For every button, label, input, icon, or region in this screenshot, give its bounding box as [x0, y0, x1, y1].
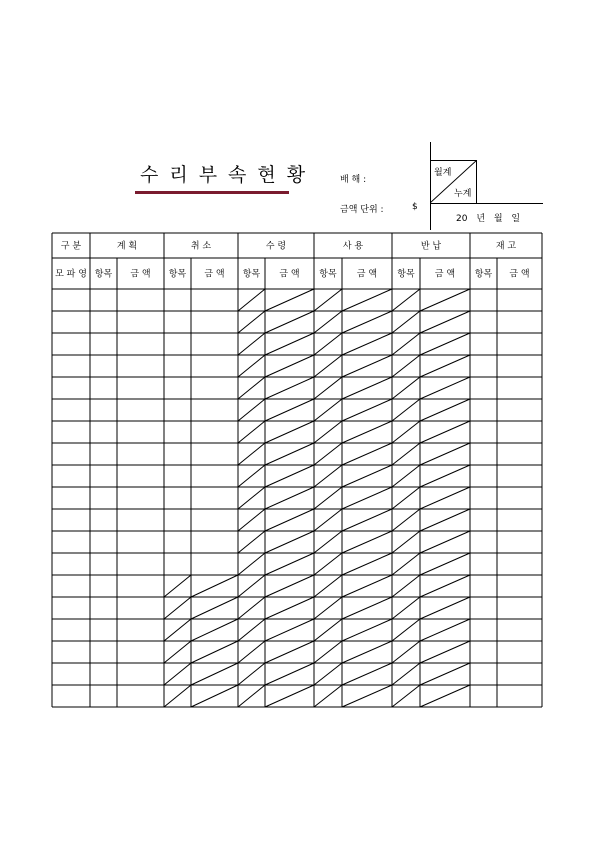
unused-cell-diagonal	[191, 641, 238, 663]
sub-header-cell: 항목	[474, 269, 493, 280]
unused-cell-diagonal	[314, 487, 342, 509]
group-header-cell: 재 고	[495, 241, 517, 252]
unused-cell-diagonal	[392, 311, 420, 333]
unused-cell-diagonal	[164, 641, 191, 663]
unused-cell-diagonal	[238, 553, 265, 575]
unused-cell-diagonal	[420, 597, 470, 619]
unused-cell-diagonal	[238, 663, 265, 685]
unused-cell-diagonal	[342, 663, 392, 685]
group-header-cell: 사 용	[342, 241, 364, 252]
unused-cell-diagonal	[314, 619, 342, 641]
sub-header-cell: 항목	[319, 269, 337, 280]
unused-cell-diagonal	[265, 465, 314, 487]
unused-cell-diagonal	[392, 685, 420, 707]
group-header-cell: 계 획	[116, 241, 138, 252]
unused-cell-diagonal	[314, 641, 342, 663]
unused-cell-diagonal	[314, 311, 342, 333]
unused-cell-diagonal	[191, 685, 238, 707]
unused-cell-diagonal	[342, 509, 392, 531]
unused-cell-diagonal	[392, 289, 420, 311]
unused-cell-diagonal	[265, 575, 314, 597]
unused-cell-diagonal	[238, 597, 265, 619]
unused-cell-diagonal	[238, 641, 265, 663]
unused-cell-diagonal	[392, 333, 420, 355]
unused-cell-diagonal	[392, 399, 420, 421]
unused-cell-diagonal	[420, 421, 470, 443]
unused-cell-diagonal	[392, 553, 420, 575]
unused-cell-diagonal	[265, 663, 314, 685]
unused-cell-diagonal	[314, 597, 342, 619]
unused-cell-diagonal	[265, 487, 314, 509]
unused-cell-diagonal	[314, 685, 342, 707]
page-title: 수리부속현황	[140, 164, 317, 186]
unused-cell-diagonal	[420, 575, 470, 597]
unused-cell-diagonal	[342, 333, 392, 355]
unused-cell-diagonal	[342, 421, 392, 443]
unused-cell-diagonal	[238, 421, 265, 443]
unused-cell-diagonal	[265, 333, 314, 355]
unused-cell-diagonal	[164, 685, 191, 707]
unused-cell-diagonal	[314, 443, 342, 465]
unused-cell-diagonal	[392, 443, 420, 465]
unused-cell-diagonal	[238, 465, 265, 487]
unused-cell-diagonal	[164, 663, 191, 685]
unused-cell-diagonal	[265, 509, 314, 531]
unused-cell-diagonal	[342, 289, 392, 311]
unused-cell-diagonal	[314, 553, 342, 575]
unused-cell-diagonal	[238, 311, 265, 333]
unused-cell-diagonal	[392, 619, 420, 641]
unused-cell-diagonal	[342, 443, 392, 465]
unused-cell-diagonal	[265, 399, 314, 421]
unused-cell-diagonal	[342, 465, 392, 487]
unused-cell-diagonal	[265, 685, 314, 707]
unused-cell-diagonal	[314, 377, 342, 399]
sub-header-cell: 항목	[397, 269, 415, 280]
unused-cell-diagonal	[342, 685, 392, 707]
unused-cell-diagonal	[392, 377, 420, 399]
unused-cell-diagonal	[265, 421, 314, 443]
sub-header-cell: 항목	[168, 269, 187, 280]
unused-cell-diagonal	[191, 575, 238, 597]
sub-header-cell: 금 액	[204, 269, 225, 280]
unused-cell-diagonal	[342, 487, 392, 509]
unused-cell-diagonal	[342, 355, 392, 377]
unused-cell-diagonal	[420, 685, 470, 707]
unused-cell-diagonal	[420, 443, 470, 465]
unused-cell-diagonal	[342, 311, 392, 333]
group-header-cell: 반 납	[420, 241, 442, 252]
unused-cell-diagonal	[265, 619, 314, 641]
sub-header-cell: 금 액	[130, 269, 151, 280]
period-monthly-label: 월계	[434, 168, 452, 178]
sub-header-cell: 모 파 영	[55, 269, 87, 280]
sub-header-cell: 항목	[242, 269, 261, 280]
unused-cell-diagonal	[265, 641, 314, 663]
unused-cell-diagonal	[191, 619, 238, 641]
issuer-label: 배 해 :	[340, 175, 367, 185]
unused-cell-diagonal	[265, 531, 314, 553]
unused-cell-diagonal	[265, 443, 314, 465]
unused-cell-diagonal	[265, 377, 314, 399]
unused-cell-diagonal	[392, 509, 420, 531]
sub-header-cell: 금 액	[356, 269, 378, 280]
unused-cell-diagonal	[420, 289, 470, 311]
unused-cell-diagonal	[342, 597, 392, 619]
unused-cell-diagonal	[420, 663, 470, 685]
unused-cell-diagonal	[314, 509, 342, 531]
unused-cell-diagonal	[342, 619, 392, 641]
unused-cell-diagonal	[238, 399, 265, 421]
unused-cell-diagonal	[392, 355, 420, 377]
unused-cell-diagonal	[420, 641, 470, 663]
unused-cell-diagonal	[164, 619, 191, 641]
unused-cell-diagonal	[420, 355, 470, 377]
unused-cell-diagonal	[238, 443, 265, 465]
unused-cell-diagonal	[342, 553, 392, 575]
group-header-cell: 수 령	[265, 241, 287, 252]
unused-cell-diagonal	[238, 685, 265, 707]
sub-header-cell: 금 액	[434, 269, 456, 280]
unused-cell-diagonal	[314, 289, 342, 311]
unused-cell-diagonal	[164, 575, 191, 597]
unused-cell-diagonal	[314, 465, 342, 487]
unused-cell-diagonal	[314, 421, 342, 443]
unused-cell-diagonal	[238, 377, 265, 399]
unused-cell-diagonal	[420, 377, 470, 399]
unit-value: $	[412, 202, 418, 212]
unused-cell-diagonal	[314, 575, 342, 597]
unused-cell-diagonal	[392, 663, 420, 685]
unused-cell-diagonal	[265, 597, 314, 619]
unused-cell-diagonal	[314, 355, 342, 377]
unused-cell-diagonal	[392, 465, 420, 487]
unused-cell-diagonal	[342, 399, 392, 421]
unused-cell-diagonal	[314, 333, 342, 355]
unused-cell-diagonal	[420, 399, 470, 421]
unused-cell-diagonal	[342, 575, 392, 597]
unused-cell-diagonal	[265, 311, 314, 333]
unused-cell-diagonal	[314, 663, 342, 685]
unused-cell-diagonal	[238, 355, 265, 377]
unused-cell-diagonal	[420, 509, 470, 531]
unused-cell-diagonal	[392, 597, 420, 619]
unused-cell-diagonal	[420, 465, 470, 487]
unused-cell-diagonal	[265, 355, 314, 377]
unused-cell-diagonal	[191, 663, 238, 685]
unused-cell-diagonal	[420, 487, 470, 509]
unused-cell-diagonal	[392, 421, 420, 443]
group-header-cell: 취 소	[190, 241, 212, 252]
unused-cell-diagonal	[265, 289, 314, 311]
unused-cell-diagonal	[238, 619, 265, 641]
unused-cell-diagonal	[191, 597, 238, 619]
unused-cell-diagonal	[238, 487, 265, 509]
unused-cell-diagonal	[420, 311, 470, 333]
sub-header-cell: 금 액	[509, 269, 530, 280]
unused-cell-diagonal	[238, 531, 265, 553]
unused-cell-diagonal	[314, 531, 342, 553]
group-header-cell: 구 분	[60, 241, 82, 252]
unused-cell-diagonal	[420, 619, 470, 641]
period-cumulative-label: 누계	[454, 189, 472, 199]
sub-header-cell: 금 액	[279, 269, 300, 280]
unused-cell-diagonal	[238, 289, 265, 311]
unused-cell-diagonal	[342, 377, 392, 399]
unused-cell-diagonal	[238, 333, 265, 355]
date-line: 20 년 월 일	[456, 214, 521, 224]
unused-cell-diagonal	[392, 641, 420, 663]
sub-header-cell: 항목	[94, 269, 113, 280]
unused-cell-diagonal	[420, 333, 470, 355]
unused-cell-diagonal	[392, 575, 420, 597]
unused-cell-diagonal	[420, 553, 470, 575]
unit-label: 금액 단위 :	[340, 205, 384, 215]
unused-cell-diagonal	[392, 487, 420, 509]
unused-cell-diagonal	[164, 597, 191, 619]
unused-cell-diagonal	[238, 575, 265, 597]
unused-cell-diagonal	[238, 509, 265, 531]
unused-cell-diagonal	[420, 531, 470, 553]
unused-cell-diagonal	[342, 641, 392, 663]
unused-cell-diagonal	[265, 553, 314, 575]
unused-cell-diagonal	[342, 531, 392, 553]
unused-cell-diagonal	[392, 531, 420, 553]
unused-cell-diagonal	[314, 399, 342, 421]
